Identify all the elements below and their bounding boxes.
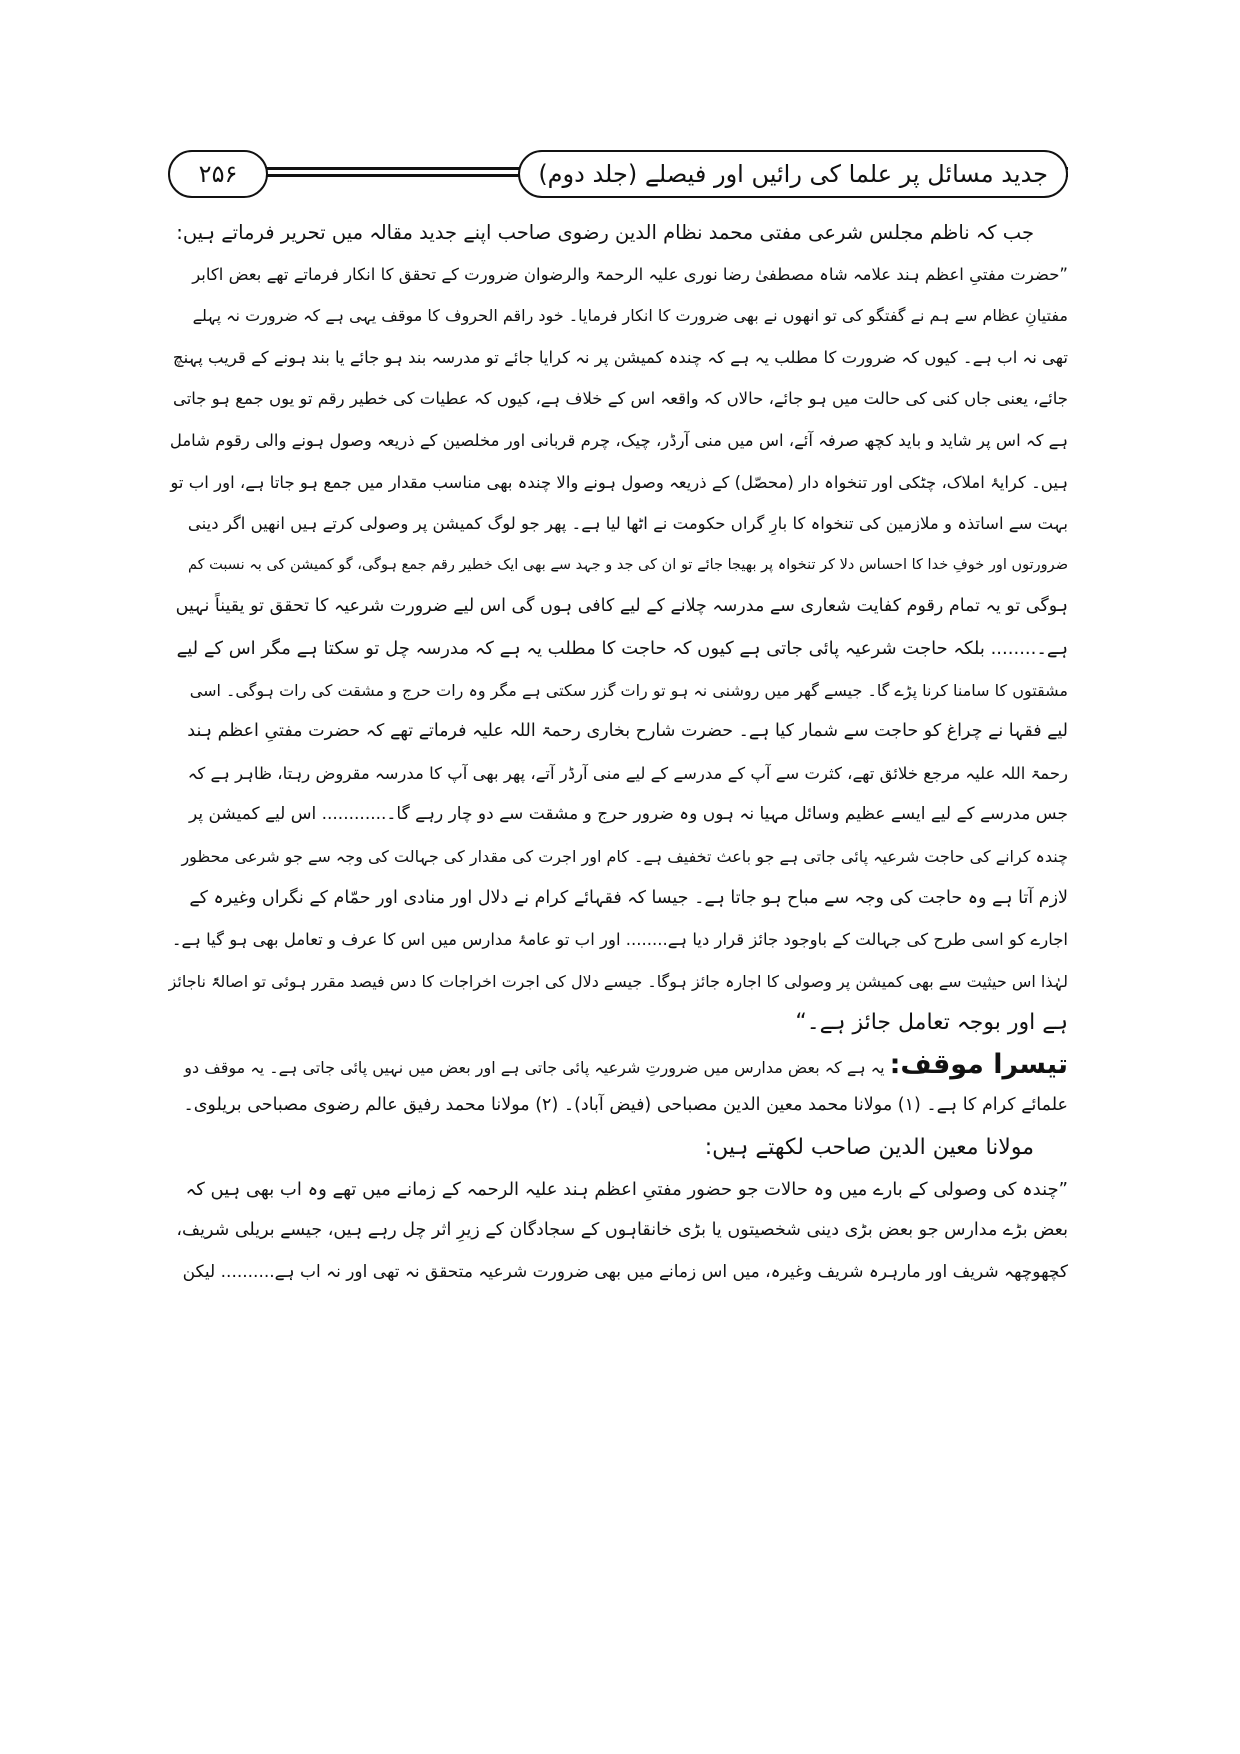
quote-line: ”چندہ کی وصولی کے بارے میں وہ حالات جو حضور مفتیِ اعظم ہند علیہ الرحمہ کے زمانے میں تھے وہ اب بھی ہیں کہ [185, 1178, 1068, 1200]
text-line: علمائے کرام کا ہے۔ (۱) مولانا محمد معین الدین مصباحی (فیض آباد)۔ (۲) مولانا محمد رفیق عالم رضوی مصباحی بریلوی۔ [183, 1095, 1068, 1116]
quote-line: کچھوچھہ شریف اور مارہرہ شریف وغیرہ، میں اس زمانے میں بھی ضرورت شرعیہ متحقق نہ تھی اور نہ اب ہے.......... لیکن [182, 1261, 1068, 1282]
quote-line: بعض بڑے مدارس جو بعض بڑی دینی شخصیتوں یا بڑی خانقاہوں کے سجادگان کے زیرِ اثر چل رہے ہیں، جیسے بریلی شریف، [176, 1220, 1068, 1241]
text-line: مفتیانِ عظام سے ہم نے گفتگو کی تو انھوں نے بھی ضرورت کا انکار فرمایا۔ خود راقم الحروف کا موقف یہی ہے کہ ضرورت نہ پہلے [192, 306, 1068, 326]
text-line: لیے فقہا نے چراغ کو حاجت سے شمار کیا ہے۔ حضرت شارح بخاری رحمۃ اللہ علیہ فرماتے تھے کہ حضرت مفتیِ اعظم ہند [187, 721, 1068, 742]
text-line: مشقتوں کا سامنا کرنا پڑے گا۔ جیسے گھر میں روشنی نہ ہو تو رات گزر سکتی ہے مگر وہ رات حرج و مشقت کی رات ہوگی۔ اسی [189, 680, 1068, 700]
text-line: اجارے کو اسی طرح کی جہالت کے باوجود جائز قرار دیا ہے........ اور اب تو عامۂ مدارس میں اس کا عرف و تعامل بھی ہو گیا ہے۔ [171, 930, 1068, 950]
text-line: بہت سے اساتذہ و ملازمین کی تنخواہ کا بارِ گراں حکومت نے اٹھا لیا ہے۔ پھر جو لوگ کمیشن پر وصولی کرتے ہیں انھیں اگر دینی [187, 514, 1068, 534]
text-line: لازم آتا ہے وہ حاجت کی وجہ سے مباح ہو جاتا ہے۔ جیسا کہ فقہائے کرام نے دلال اور منادی اور حمّام کے نگراں وغیرہ کے [189, 887, 1068, 908]
text-line: ہے کہ اس پر شاید و باید کچھ صرفہ آئے، اس میں منی آرڈر، چیک، چرم قربانی اور مخلصین کے ذریعہ وصول ہونے والی رقوم شامل [169, 430, 1068, 450]
text-line: ہے۔........ بلکہ حاجت شرعیہ پائی جاتی ہے کیوں کہ حاجت کا مطلب یہ ہے کہ مدرسہ چل تو سکتا ہے مگر اس کے لیے [176, 637, 1068, 659]
text-line: رحمۃ اللہ علیہ مرجع خلائق تھے، کثرت سے آپ کے مدرسے کے لیے منی آرڈر آتے، پھر بھی آپ کا مدرسہ مقروض رہتا، ظاہر ہے کہ [187, 763, 1068, 783]
page-number: ۲۵۶ [168, 150, 268, 198]
third-position-line [168, 1044, 1068, 1086]
text-line: لہٰذا اس حیثیت سے بھی کمیشن پر وصولی کا اجارہ جائز ہوگا۔ جیسے دلال کی اجرت اخراجات کا دس فیصد مقرر ہوئی تو اصالۃً ناجائز [168, 971, 1068, 991]
text-line: ضرورتوں اور خوفِ خدا کا احساس دلا کر تنخواہ پر بھیجا جائے تو ان کی جد و جہد سے بھی ایک خطیر رقم جمع ہوگی، گو کمیشن کی بہ نسبت کم [187, 556, 1068, 573]
text-line: ہیں۔ کرایۂ املاک، چٹکی اور تنخواہ دار (محصّل) کے ذریعہ وصول ہونے والا چندہ بھی مناسب مقدار میں جمع ہو جاتا ہے، اور اب تو [170, 472, 1068, 492]
text-line: جس مدرسے کے لیے ایسے عظیم وسائل مہیا نہ ہوں وہ ضرور حرج و مشقت سے دو چار رہے گا۔............ اس لیے کمیشن پر [188, 804, 1068, 825]
text-line: جب کہ ناظم مجلس شرعی مفتی محمد نظام الدین رضوی صاحب اپنے جدید مقالہ میں تحریر فرماتے ہیں: [176, 221, 1034, 244]
page-body [168, 212, 1068, 1293]
text-line: تھی نہ اب ہے۔ کیوں کہ ضرورت کا مطلب یہ ہے کہ چندہ کمیشن پر نہ کرایا جائے تو مدرسہ بند ہو جائے یا بند ہونے کے قریب پہنچ [172, 347, 1068, 367]
text-line: چندہ کرانے کی حاجت شرعیہ پائی جاتی ہے جو باعث تخفیف ہے۔ کام اور اجرت کی مقدار کی جہالت کی وجہ سے جو شرعی محظور [181, 846, 1068, 866]
text-line: مولانا معین الدین صاحب لکھتے ہیں: [704, 1135, 1034, 1161]
text-line: جائے، یعنی جاں کنی کی حالت میں ہو جائے، حالاں کہ واقعہ اس کے خلاف ہے، کیوں کہ عطیات کی خطیر رقم تو یوں جمع ہو جاتی [172, 389, 1068, 409]
text-line: یہ ہے کہ بعض مدارس میں ضرورتِ شرعیہ پائی جاتی ہے اور بعض میں نہیں پائی جاتی ہے۔ یہ موقف دو [184, 1057, 885, 1077]
running-title: جدید مسائل پر علما کی رائیں اور فیصلے (جلد دوم) [518, 150, 1068, 198]
page-header [168, 150, 1068, 200]
text-line: ہے اور بوجہ تعامل جائز ہے۔“ [795, 1010, 1068, 1036]
section-heading: تیسرا موقف: [889, 1048, 1068, 1080]
text-line: ”حضرت مفتیِ اعظم ہند علامہ شاہ مصطفیٰ رضا نوری علیہ الرحمۃ والرضوان ضرورت کے تحقق کا انکار فرماتے تھے بعض اکابر [192, 264, 1068, 284]
text-line: ہوگی تو یہ تمام رقوم کفایت شعاری سے مدرسہ چلانے کے لیے کافی ہوں گی اس لیے ضرورت شرعیہ کا تحقق تو یقیناً نہیں [175, 596, 1068, 617]
